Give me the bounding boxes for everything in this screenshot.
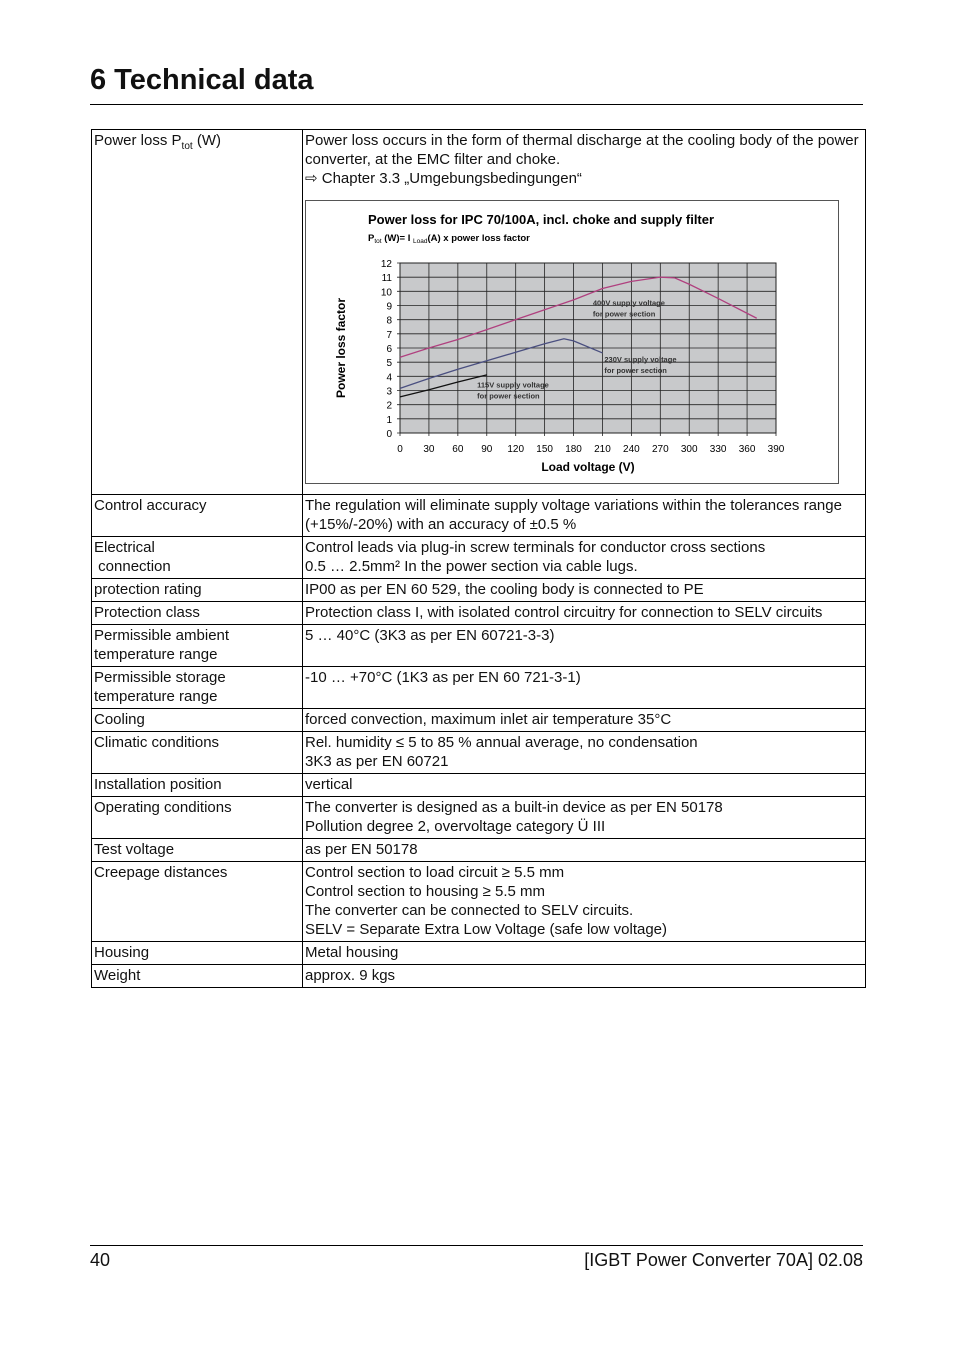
- label-subscript: tot: [181, 141, 193, 152]
- table-row: [92, 625, 866, 667]
- subtitle-part: P: [368, 233, 375, 244]
- label-line: Electrical: [94, 539, 155, 556]
- row-value: [303, 965, 866, 988]
- row-value: [303, 942, 866, 965]
- row-label: [92, 839, 303, 862]
- table-row: [92, 839, 866, 862]
- x-tick-label: 90: [481, 444, 493, 455]
- label-line: Creepage distances: [94, 864, 228, 881]
- subtitle-part: (W)= I: [381, 233, 413, 244]
- value-line: -10 … +70°C (1K3 as per EN 60 721-3-1): [305, 669, 581, 686]
- y-tick-label: 12: [380, 259, 392, 270]
- value-line: 3K3 as per EN 60721: [305, 753, 449, 770]
- value-line: The converter is designed as a built-in device as per EN 50178: [305, 799, 723, 816]
- table-row: [92, 602, 866, 625]
- value-line: Control section to load circuit ≥ 5.5 mm: [305, 864, 565, 881]
- row-label: [92, 579, 303, 602]
- x-tick-label: 120: [507, 444, 525, 455]
- y-tick-label: 3: [386, 386, 392, 398]
- label-line: Housing: [94, 944, 150, 961]
- x-tick-label: 150: [536, 444, 553, 455]
- label-line: Installation position: [94, 776, 222, 793]
- row-label: [92, 797, 303, 839]
- table-row: [92, 965, 866, 988]
- row-label: [92, 495, 303, 537]
- table-row-power-loss: [92, 130, 866, 495]
- table-row: [92, 862, 866, 942]
- label-line: connection: [94, 558, 171, 575]
- x-tick-label: 300: [680, 444, 698, 455]
- page-number: 40: [90, 1250, 111, 1270]
- value-line: Protection class I, with isolated control circuitry for connection to SELV circuits: [305, 604, 823, 621]
- x-tick-label: 270: [651, 444, 669, 455]
- value-line: IP00 as per EN 60 529, the cooling body is connected to PE: [305, 581, 704, 598]
- label-line: protection rating: [94, 581, 202, 598]
- label-suffix: (W): [192, 132, 221, 149]
- arrow-right-icon: ⇨: [305, 170, 318, 187]
- y-tick-label: 8: [386, 315, 392, 327]
- value-line: Pollution degree 2, overvoltage category Ü III: [305, 818, 606, 835]
- row-label: [92, 709, 303, 732]
- y-tick-label: 5: [386, 358, 392, 370]
- table-row: [92, 495, 866, 537]
- value-line: 5 … 40°C (3K3 as per EN 60721-3-3): [305, 627, 555, 644]
- page-title: 6 Technical data: [90, 64, 314, 96]
- y-tick-label: 9: [386, 301, 392, 313]
- power-loss-description: Power loss occurs in the form of thermal discharge at the cooling body of the power converter, at the EMC filter and choke.: [305, 132, 859, 168]
- table-row: [92, 797, 866, 839]
- table-row: [92, 579, 866, 602]
- chart-title: Power loss for IPC 70/100A, incl. choke and supply filter: [368, 212, 715, 227]
- row-value: [303, 709, 866, 732]
- row-label: [92, 862, 303, 942]
- power-loss-chart: [305, 200, 839, 484]
- y-tick-label: 0: [386, 429, 392, 440]
- table-row: [92, 774, 866, 797]
- label-line: Permissible ambient: [94, 627, 230, 644]
- value-line: The converter can be connected to SELV circuits.: [305, 902, 634, 919]
- x-tick-label: 180: [565, 444, 582, 455]
- row-label: [92, 732, 303, 774]
- row-value: [303, 774, 866, 797]
- y-tick-label: 1: [386, 414, 392, 426]
- row-label: [92, 965, 303, 988]
- table-row: [92, 709, 866, 732]
- label-line: Climatic conditions: [94, 734, 220, 751]
- x-tick-label: 0: [397, 444, 403, 455]
- row-value: [303, 602, 866, 625]
- subtitle-part: (A) x power loss factor: [427, 233, 530, 244]
- value-line: SELV = Separate Extra Low Voltage (safe low voltage): [305, 921, 668, 938]
- chart-subtitle: [368, 233, 530, 245]
- row-label: [92, 774, 303, 797]
- subtitle-part: tot: [374, 238, 382, 245]
- row-value: [303, 625, 866, 667]
- row-label: [92, 130, 303, 495]
- table-row: [92, 537, 866, 579]
- value-line: Metal housing: [305, 944, 399, 961]
- label-line: Cooling: [94, 711, 145, 728]
- value-line: approx. 9 kgs: [305, 967, 396, 984]
- row-value: [303, 495, 866, 537]
- value-line: Control section to housing ≥ 5.5 mm: [305, 883, 546, 900]
- label-text: Power loss P: [94, 132, 182, 149]
- subtitle-part: Load: [412, 238, 428, 245]
- label-line: temperature range: [94, 646, 218, 663]
- x-tick-label: 360: [738, 444, 756, 455]
- label-line: Weight: [94, 967, 141, 984]
- value-line: The regulation will eliminate supply voltage variations within the tolerances range (+15%/-20%) with an accuracy of ±0.5 %: [305, 497, 842, 533]
- table-row: [92, 732, 866, 774]
- row-value: [303, 667, 866, 709]
- chapter-reference-link[interactable]: Chapter 3.3 „Umgebungsbedingungen“: [321, 170, 582, 187]
- y-tick-label: 2: [386, 400, 392, 412]
- value-line: as per EN 50178: [305, 841, 418, 858]
- row-value: [303, 579, 866, 602]
- y-axis-label: Power loss factor: [334, 297, 348, 399]
- series-label: for power section: [592, 309, 656, 319]
- y-tick-label: 6: [386, 344, 392, 355]
- footer-rule: [90, 1245, 863, 1246]
- row-value: [303, 130, 866, 495]
- row-label: [92, 667, 303, 709]
- row-value: [303, 797, 866, 839]
- row-value: [303, 839, 866, 862]
- series-label: 400V supply voltage: [592, 298, 665, 308]
- series-label: 230V supply voltage: [604, 355, 677, 365]
- row-value: [303, 862, 866, 942]
- x-tick-label: 390: [767, 444, 785, 455]
- row-value: [303, 732, 866, 774]
- document-reference: [IGBT Power Converter 70A] 02.08: [584, 1250, 863, 1270]
- x-tick-label: 30: [423, 444, 435, 455]
- header-rule: [90, 104, 863, 105]
- table-row: [92, 667, 866, 709]
- y-tick-label: 4: [386, 372, 392, 384]
- y-tick-label: 10: [380, 287, 392, 299]
- x-tick-label: 330: [709, 444, 727, 455]
- label-line: Test voltage: [94, 841, 175, 858]
- value-line: forced convection, maximum inlet air temperature 35°C: [305, 711, 672, 728]
- y-tick-label: 11: [381, 273, 392, 285]
- series-label: 115V supply voltage: [477, 380, 549, 390]
- chart-svg: [306, 201, 838, 483]
- label-line: temperature range: [94, 688, 218, 705]
- value-line: Rel. humidity ≤ 5 to 85 % annual average, no condensation: [305, 734, 698, 751]
- label-line: Operating conditions: [94, 799, 232, 816]
- value-line: vertical: [305, 776, 353, 793]
- row-value: [303, 537, 866, 579]
- label-line: Control accuracy: [94, 497, 207, 514]
- series-label: for power section: [477, 391, 540, 401]
- row-label: [92, 625, 303, 667]
- technical-data-table: [91, 129, 866, 988]
- x-tick-label: 210: [594, 444, 611, 455]
- series-label: for power section: [604, 366, 667, 376]
- x-axis-label: Load voltage (V): [541, 460, 635, 474]
- value-line: 0.5 … 2.5mm² In the power section via cable lugs.: [305, 558, 638, 575]
- row-label: [92, 942, 303, 965]
- row-label: [92, 537, 303, 579]
- label-line: Permissible storage: [94, 669, 226, 686]
- x-tick-label: 240: [623, 444, 640, 455]
- value-line: Control leads via plug-in screw terminals for conductor cross sections: [305, 539, 766, 556]
- y-tick-label: 7: [386, 329, 392, 341]
- label-line: Protection class: [94, 604, 200, 621]
- row-label: [92, 602, 303, 625]
- x-tick-label: 60: [452, 444, 464, 455]
- table-row: [92, 942, 866, 965]
